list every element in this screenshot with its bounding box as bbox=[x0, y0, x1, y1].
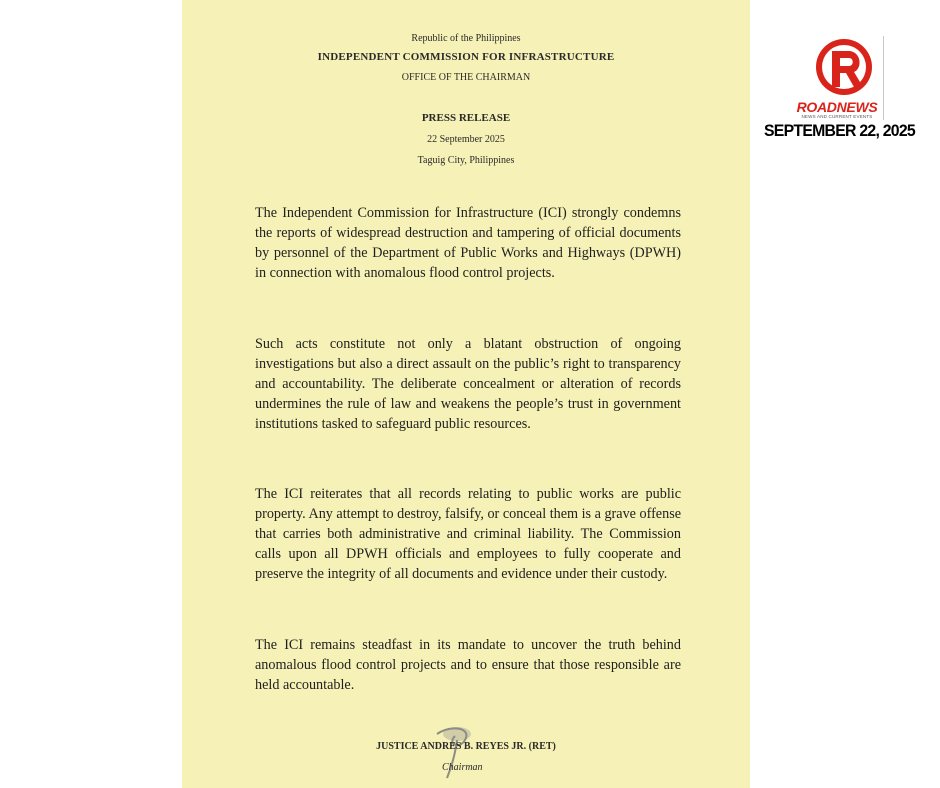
commission-name: INDEPENDENT COMMISSION FOR INFRASTRUCTURE bbox=[317, 51, 615, 63]
paragraph-3: The ICI reiterates that all records relating to public works are public property. Any attempt to destroy, falsify, or conceal them is a grave offense that carries both administrative and criminal liability. The Commission calls upon all DPWH officials and employees to fully cooperate and preserve the integrity of all documents and evidence under their custody. bbox=[255, 486, 682, 582]
paragraph-4: The ICI remains steadfast in its mandate to uncover the truth behind anomalous flood control projects and to ensure that those responsible are held accountable. bbox=[255, 637, 681, 693]
brand-name: ROADNEWS bbox=[796, 99, 878, 115]
date-banner: SEPTEMBER 22, 2025 bbox=[764, 121, 915, 140]
release-place: Taguig City, Philippines bbox=[417, 155, 515, 166]
press-release-title: PRESS RELEASE bbox=[421, 112, 511, 124]
republic-line: Republic of the Philippines bbox=[411, 33, 521, 44]
brand-tagline: NEWS AND CURRENT EVENTS bbox=[801, 114, 873, 119]
release-date: 22 September 2025 bbox=[427, 134, 505, 145]
signatory-name: JUSTICE ANDRES B. REYES JR. (RET) bbox=[376, 741, 556, 752]
paragraph-2: Such acts constitute not only a blatant obstruction of ongoing investigations but also a direct assault on the public’s right to transparency and accountability. The deliberate concealment or alteration of records undermines the rule of law and weakens the people’s trust in government institutions tasked to safeguard public resources. bbox=[255, 336, 681, 432]
press-release-document bbox=[182, 0, 750, 788]
signature-icon bbox=[417, 722, 497, 782]
office-line: OFFICE OF THE CHAIRMAN bbox=[401, 72, 531, 83]
paragraph-1: The Independent Commission for Infrastructure (ICI) strongly condemns the reports of widespread destruction and tampering of official documents by personnel of the Department of Public Works and Highways (DPWH) in connection with anomalous flood control projects. bbox=[255, 205, 681, 281]
signatory-title: Chairman bbox=[442, 762, 483, 773]
